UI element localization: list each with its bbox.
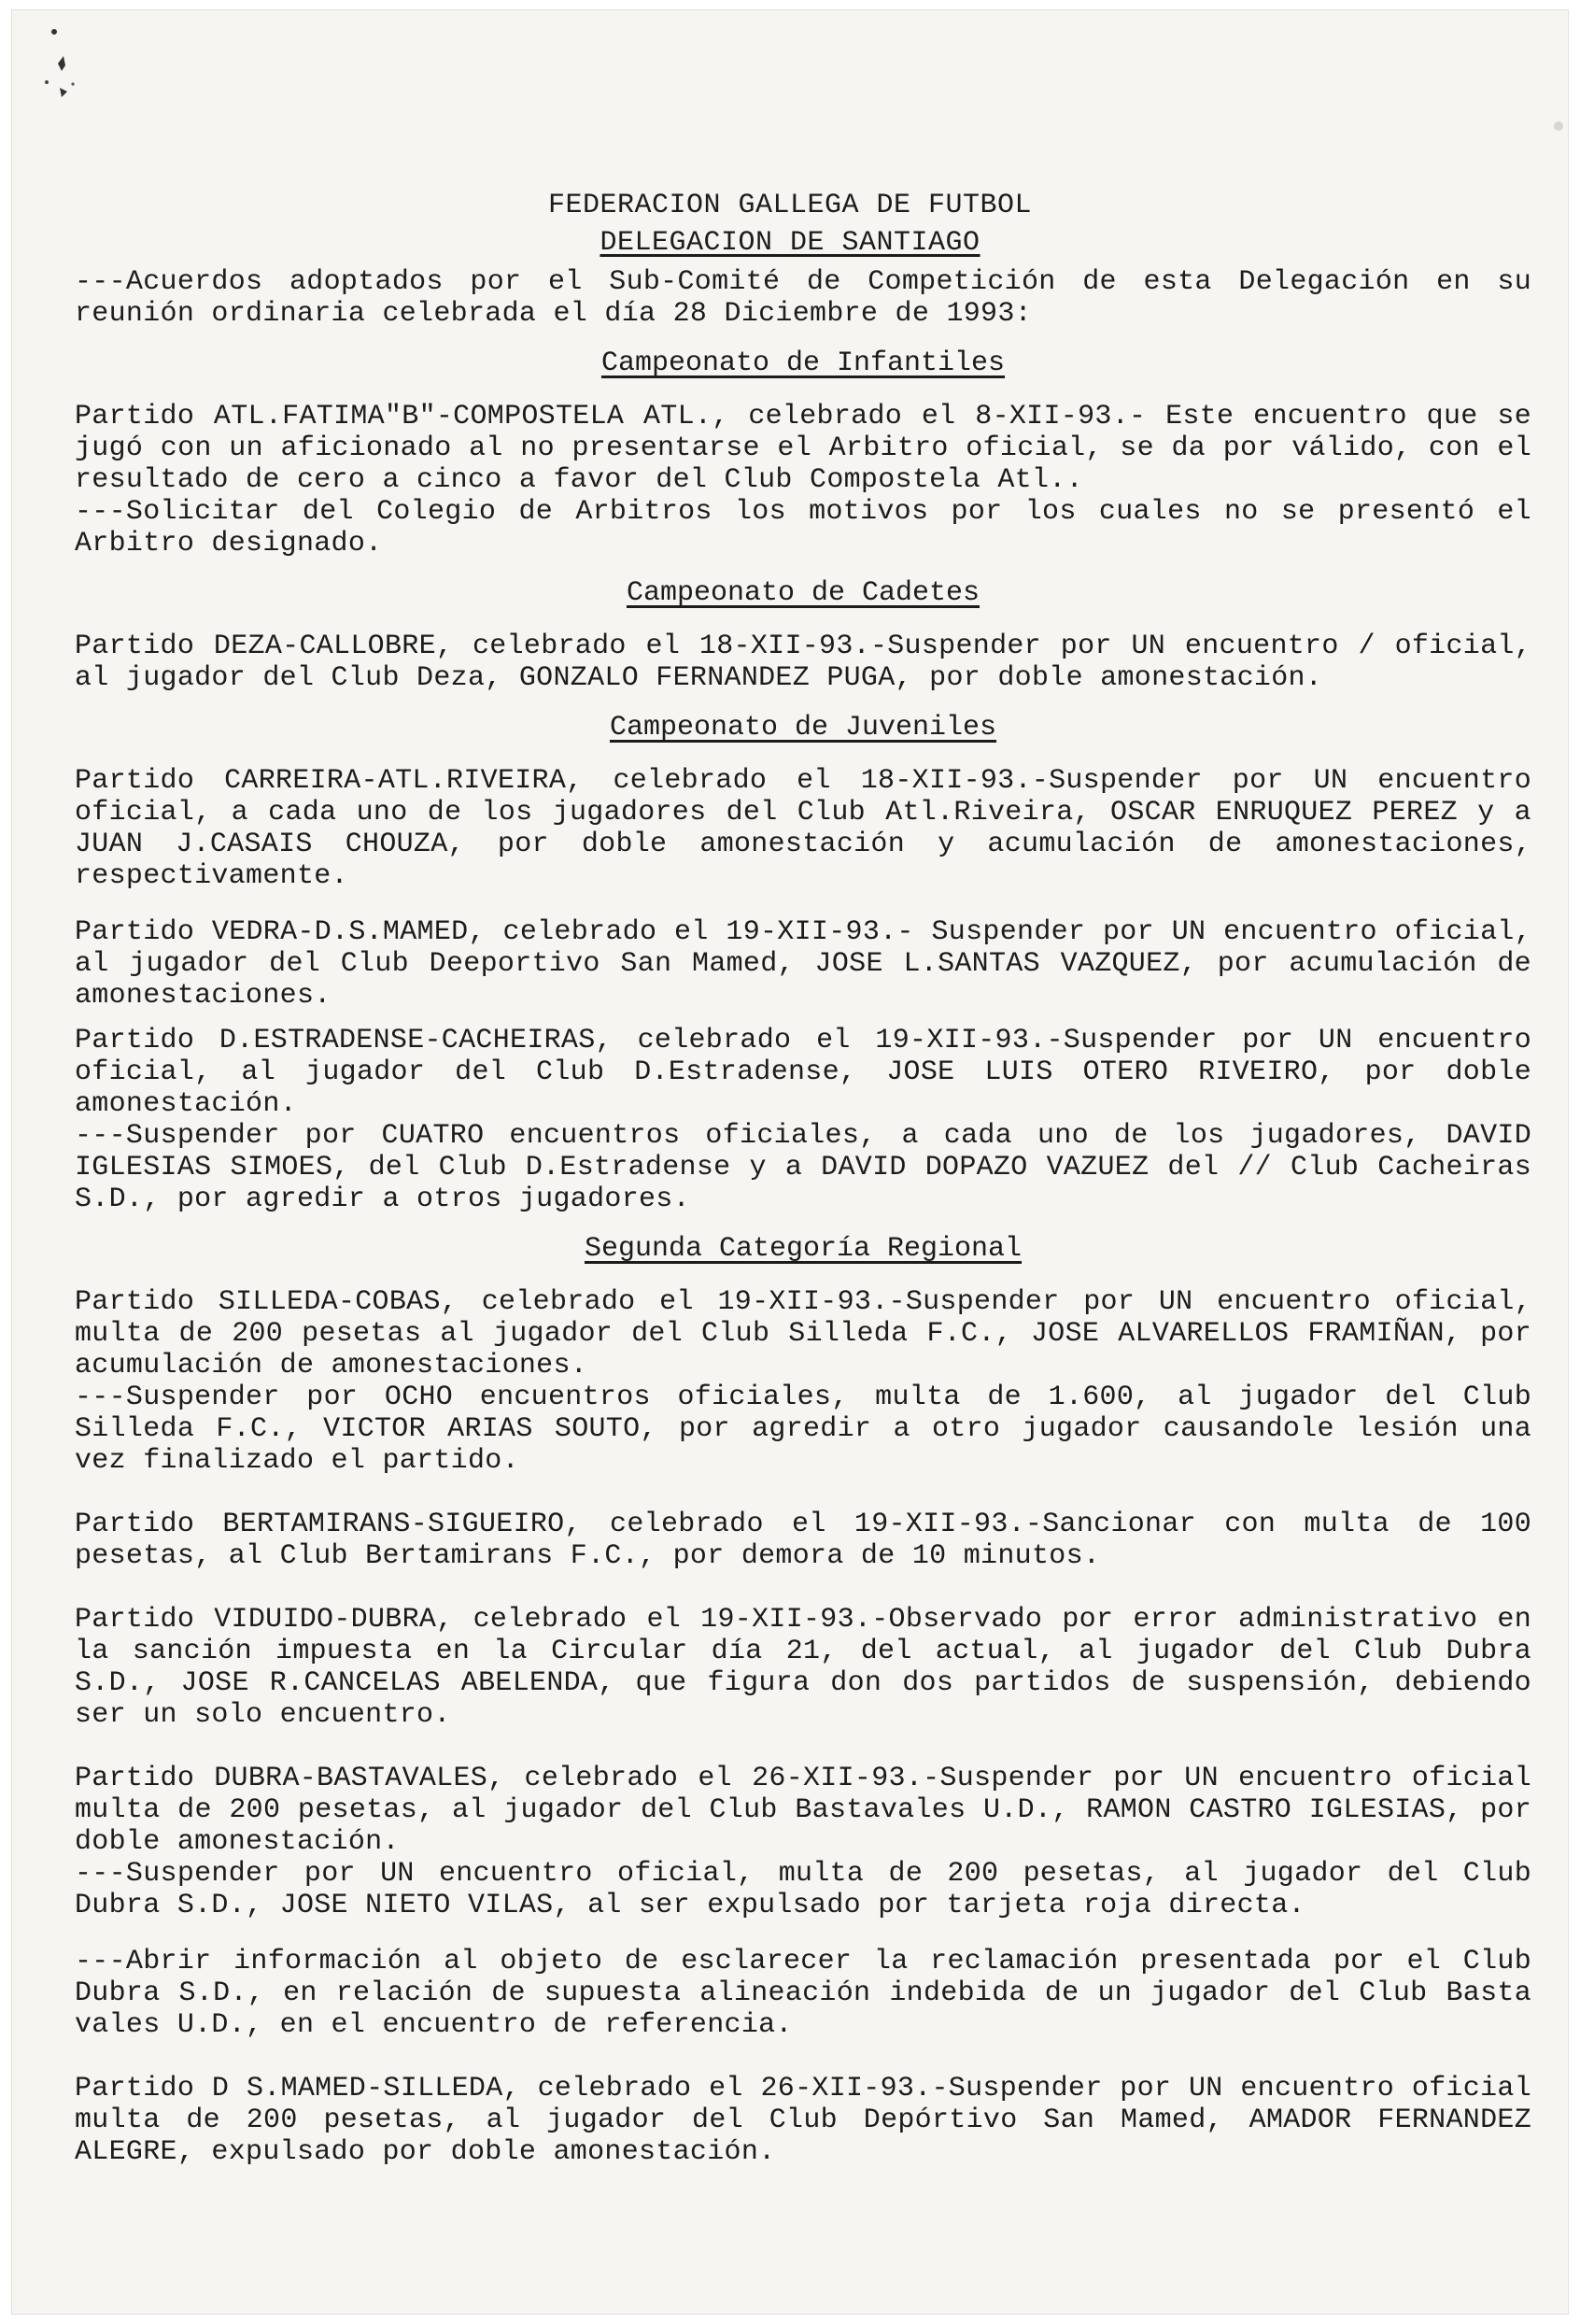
document-page — [11, 9, 1569, 2315]
paragraph: ---Suspender por UN encuentro oficial, multa de 200 pesetas, al jugador del Club Dubra S.D., JOSE NIETO VILAS, al ser expulsado por tarjeta roja directa. — [75, 1858, 1531, 1921]
section-title-cadetes: Campeonato de Cadetes — [626, 577, 980, 609]
paragraph: Partido BERTAMIRANS-SIGUEIRO, celebrado el 19-XII-93.-Sancionar con multa de 100 pesetas, al Club Bertamirans F.C., por demora de 10 minutos. — [75, 1509, 1531, 1572]
section-title-juveniles: Campeonato de Juveniles — [609, 712, 997, 744]
paragraph: ---Abrir información al objeto de esclarecer la reclamación presentada por el Club Dubra S.D., en relación de supuesta alineación indebida de un jugador del Club Basta vales U.D., en el encuentro de referencia. — [75, 1946, 1531, 2041]
section-title-segunda-regional: Segunda Categoría Regional — [584, 1233, 1023, 1265]
paragraph: Partido VEDRA-D.S.MAMED, celebrado el 19-XII-93.- Suspender por UN encuentro oficial, al jugador del Club Deeportivo San Mamed, JOSE L.SANTAS VAZQUEZ, por acumulación de amonestaciones. — [75, 916, 1531, 1012]
document-header — [11, 187, 1569, 262]
paragraph: Partido VIDUIDO-DUBRA, celebrado el 19-XII-93.-Observado por error administrativo en la sanción impuesta en la Circular día 21, del actual, al jugador del Club Dubra S.D., JOSE R.CANCELAS ABELENDA, que figura don dos partidos de suspensión, debiendo ser un solo encuentro. — [75, 1604, 1531, 1731]
ink-specks — [39, 26, 95, 129]
section-title-infantiles: Campeonato de Infantiles — [600, 347, 1006, 379]
paragraph: Partido SILLEDA-COBAS, celebrado el 19-XII-93.-Suspender por UN encuentro oficial, multa de 200 pesetas al jugador del Club Silleda F.C., JOSE ALVARELLOS FRAMIÑAN, por acumulación de amonestaciones. — [75, 1286, 1531, 1382]
paragraph: Partido CARREIRA-ATL.RIVEIRA, celebrado el 18-XII-93.-Suspender por UN encuentro oficial, a cada uno de los jugadores del Club Atl.Riveira, OSCAR ENRUQUEZ PEREZ y a JUAN J.CASAIS CHOUZA, por doble amonestación y acumulación de amonestaciones, respectivamente. — [75, 765, 1531, 892]
paragraph: ---Suspender por OCHO encuentros oficiales, multa de 1.600, al jugador del Club Silleda F.C., VICTOR ARIAS SOUTO, por agredir a otro jugador causandole lesión una vez finalizado el partido. — [75, 1382, 1531, 1477]
paragraph: ---Suspender por CUATRO encuentros oficiales, a cada uno de los jugadores, DAVID IGLESIAS SIMOES, del Club D.Estradense y a DAVID DOPAZO VAZUEZ del // Club Cacheiras S.D., por agredir a otros jugadores. — [75, 1120, 1531, 1215]
paragraph: Partido D.ESTRADENSE-CACHEIRAS, celebrado el 19-XII-93.-Suspender por UN encuentro oficial, al jugador del Club D.Estradense, JOSE LUIS OTERO RIVEIRO, por doble amonestación. — [75, 1025, 1531, 1120]
paragraph: Partido DUBRA-BASTAVALES, celebrado el 26-XII-93.-Suspender por UN encuentro oficial multa de 200 pesetas, al jugador del Club Bastavales U.D., RAMON CASTRO IGLESIAS, por doble amonestación. — [75, 1763, 1531, 1858]
paragraph: Partido DEZA-CALLOBRE, celebrado el 18-XII-93.-Suspender por UN encuentro / oficial, al jugador del Club Deza, GONZALO FERNANDEZ PUGA, por doble amonestación. — [75, 631, 1531, 694]
scan-mark — [1554, 121, 1563, 131]
intro-paragraph: ---Acuerdos adoptados por el Sub-Comité de Competición de esta Delegación en su reunión ordinaria celebrada el día 28 Diciembre de 1993: — [75, 266, 1531, 330]
federation-title: FEDERACION GALLEGA DE FUTBOL — [547, 190, 1033, 221]
document-body — [75, 266, 1531, 2168]
delegation-title: DELEGACION DE SANTIAGO — [600, 227, 980, 259]
paragraph: Partido ATL.FATIMA"B"-COMPOSTELA ATL., celebrado el 8-XII-93.- Este encuentro que se jugó con un aficionado al no presentarse el Arbitro oficial, se da por válido, con el resultado de cero a cinco a favor del Club Compostela Atl.. — [75, 401, 1531, 496]
paragraph: Partido D S.MAMED-SILLEDA, celebrado el 26-XII-93.-Suspender por UN encuentro oficial multa de 200 pesetas, al jugador del Club Depórtivo San Mamed, AMADOR FERNANDEZ ALEGRE, expulsado por doble amonestación. — [75, 2073, 1531, 2168]
paragraph: ---Solicitar del Colegio de Arbitros los motivos por los cuales no se presentó el Arbitro designado. — [75, 496, 1531, 560]
